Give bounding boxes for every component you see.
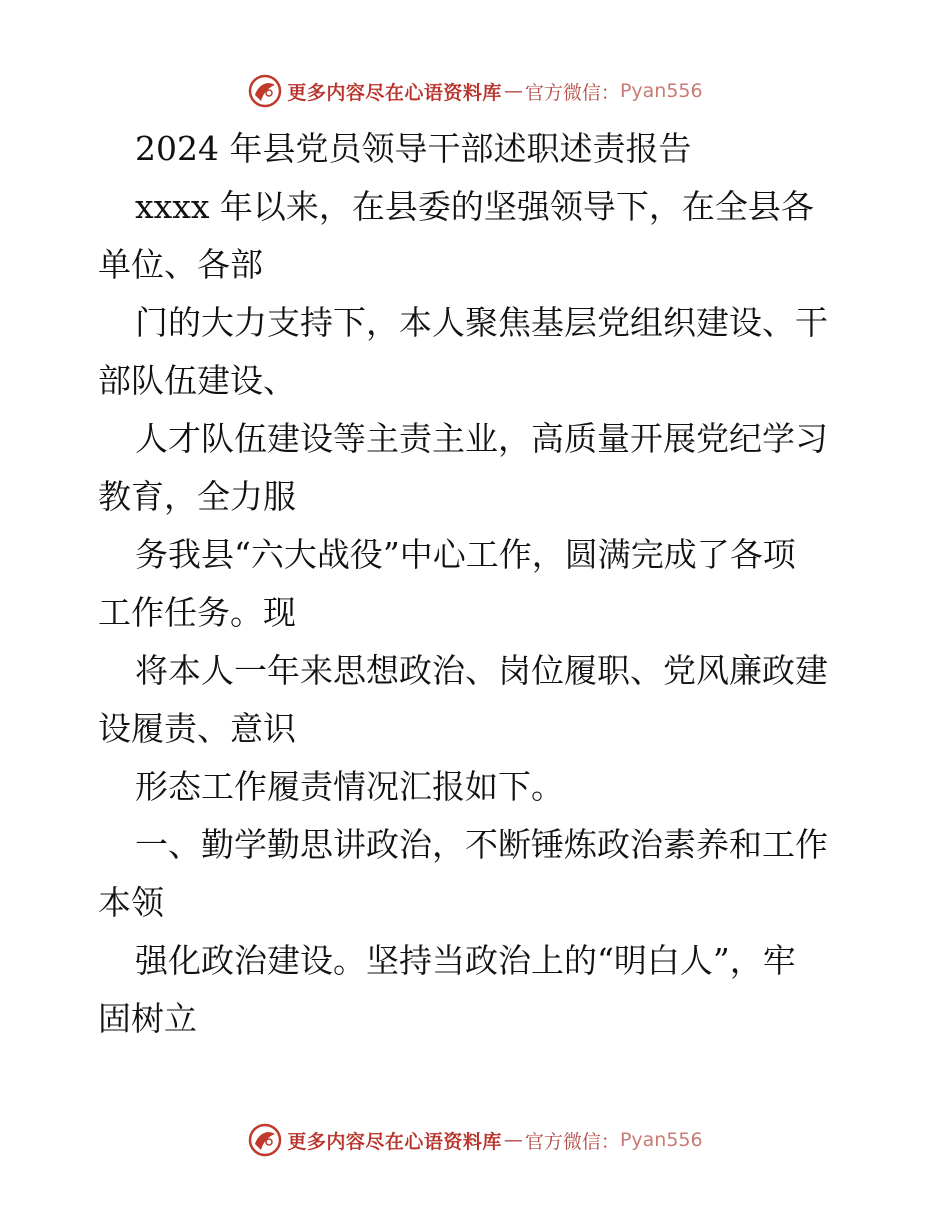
watermark-id: Pyan556 [619,1129,703,1151]
watermark-label: 官方微信： [524,1130,620,1153]
text-line: 工作任务。现 [98,593,296,632]
text-line: xxxx 年以来，在县委的坚强领导下，在全县各 [135,187,814,226]
text-line: 本领 [98,883,164,922]
text-line: 人才队伍建设等主责主业，高质量开展党纪学习 [135,419,828,458]
watermark-brand: 更多内容尽在心语资料库 [287,81,502,104]
logo-icon [247,1122,283,1158]
text-line: 教育，全力服 [98,477,296,516]
text-line: 门的大力支持下，本人聚焦基层党组织建设、干 [135,303,828,342]
text-line: 将本人一年来思想政治、岗位履职、党风廉政建 [135,651,828,690]
text-line: 设履责、意识 [98,709,296,748]
watermark-separator: — [503,80,523,102]
text-line: 形态工作履责情况汇报如下。 [135,767,564,806]
text-line: 单位、各部 [98,245,263,284]
footer-watermark [0,1120,950,1160]
document-title: 2024 年县党员领导干部述职述责报告 [135,129,692,168]
text-line: 务我县“六大战役”中心工作，圆满完成了各项 [135,535,796,574]
logo-icon [247,73,283,109]
text-line: 固树立 [98,999,197,1038]
watermark-id: Pyan556 [619,80,703,102]
watermark-brand: 更多内容尽在心语资料库 [287,1130,502,1153]
header-watermark [0,71,950,111]
section-heading: 一、勤学勤思讲政治，不断锤炼政治素养和工作 [135,825,828,864]
watermark-separator: — [503,1129,523,1151]
text-line: 强化政治建设。坚持当政治上的“明白人”，牢 [135,941,796,980]
text-line: 部队伍建设、 [98,361,296,400]
watermark-label: 官方微信： [524,81,620,104]
